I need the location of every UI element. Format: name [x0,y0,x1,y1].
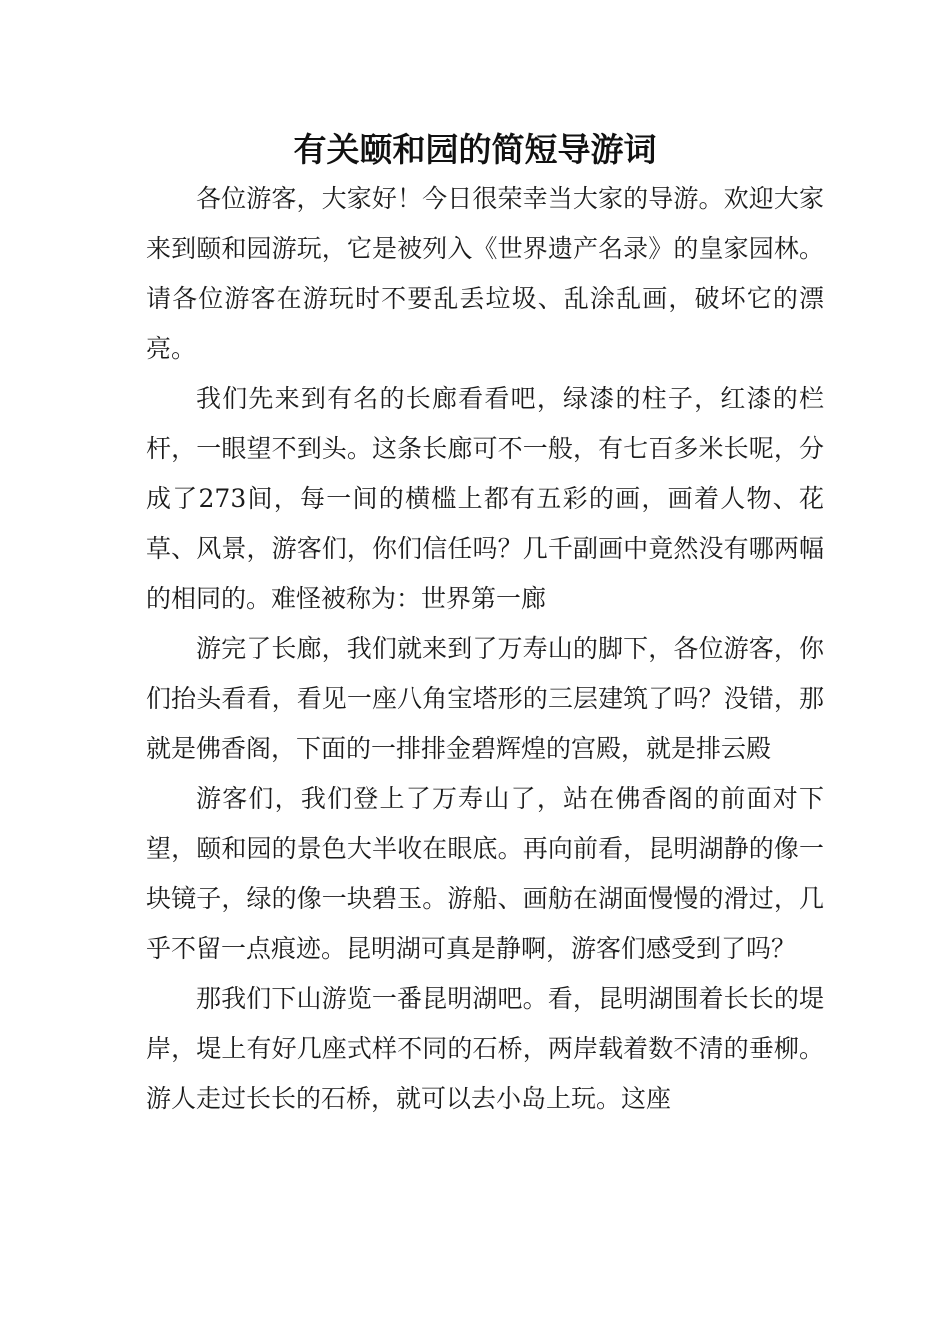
paragraph-kunming-lake-tour: 那我们下山游览一番昆明湖吧。看，昆明湖围着长长的堤岸，堤上有好几座式样不同的石桥，两岸载着数不清的垂柳。游人走过长长的石桥，就可以去小岛上玩。这座 [146,984,824,1113]
document-title: 有关颐和园的简短导游词 [293,130,657,169]
paragraph-longevity-hill: 游完了长廊，我们就来到了万寿山的脚下，各位游客，你们抬头看看，看见一座八角宝塔形的三层建筑了吗？没错，那就是佛香阁，下面的一排排金碧辉煌的宫殿，就是排云殿 [146,634,824,763]
paragraph-kunming-lake-view: 游客们，我们登上了万寿山了，站在佛香阁的前面对下望，颐和园的景色大半收在眼底。再向前看，昆明湖静的像一块镜子，绿的像一块碧玉。游船、画舫在湖面慢慢的滑过，几乎不留一点痕迹。昆明湖可真是静啊，游客们感受到了吗？ [146,784,824,963]
paragraph-long-corridor: 我们先来到有名的长廊看看吧，绿漆的柱子，红漆的栏杆，一眼望不到头。这条长廊可不一般，有七百多米长呢，分成了273间，每一间的横槛上都有五彩的画，画着人物、花草、风景，游客们，你们信任吗？几千副画中竟然没有哪两幅的相同的。难怪被称为：世界第一廊 [146,384,824,613]
document-body [146,174,824,1124]
paragraph-intro: 各位游客，大家好！今日很荣幸当大家的导游。欢迎大家来到颐和园游玩，它是被列入《世界遗产名录》的皇家园林。请各位游客在游玩时不要乱丢垃圾、乱涂乱画，破坏它的漂亮。 [146,184,824,363]
